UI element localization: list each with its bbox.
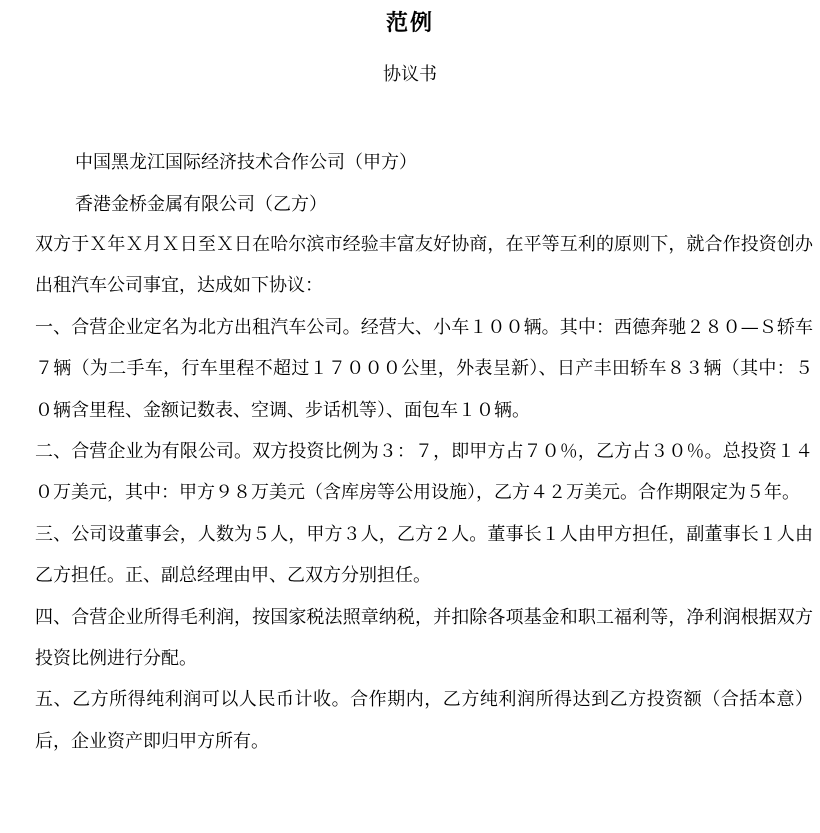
paragraph-clause-3: 三、公司设董事会，人数为５人，甲方３人，乙方２人。董事长１人由甲方担任，副董事长１人由乙方担任。正、副总经理由甲、乙双方分别担任。 — [35, 523, 813, 587]
paragraph-clause-2: 二、合营企业为有限公司。双方投资比例为３：７，即甲方占７０％，乙方占３０％。总投资１４０万美元，其中：甲方９８万美元（含库房等公用设施），乙方４２万美元。合作期限定为５年。 — [35, 441, 813, 504]
paragraph-clause-1: 一、合营企业定名为北方出租汽车公司。经营大、小车１００辆。其中：西德奔驰２８０—Ｓ轿车７辆（为二手车，行车里程不超过１７０００公里，外表呈新）、日产丰田轿车８３辆（其中：５０辆含里程、金额记数表、空调、步话机等）、面包车１０辆。 — [35, 316, 813, 421]
agreement-body — [35, 224, 813, 762]
document-subtitle: 协议书 — [383, 64, 437, 85]
paragraph-preamble: 双方于Ｘ年Ｘ月Ｘ日至Ｘ日在哈尔滨市经验丰富友好协商，在平等互利的原则下，就合作投资创办出租汽车公司事宜，达成如下协议： — [35, 234, 813, 297]
paragraph-clause-5: 五、乙方所得纯利润可以人民币计收。合作期内，乙方纯利润所得达到乙方投资额（合括本意）后，企业资产即归甲方所有。 — [35, 689, 813, 752]
party-b: 香港金桥金属有限公司（乙方） — [75, 194, 327, 215]
document-heading: 范例 — [385, 10, 434, 36]
paragraph-clause-4: 四、合营企业所得毛利润，按国家税法照章纳税，并扣除各项基金和职工福利等，净利润根据双方投资比例进行分配。 — [35, 606, 813, 670]
party-a: 中国黑龙江国际经济技术合作公司（甲方） — [75, 152, 417, 173]
